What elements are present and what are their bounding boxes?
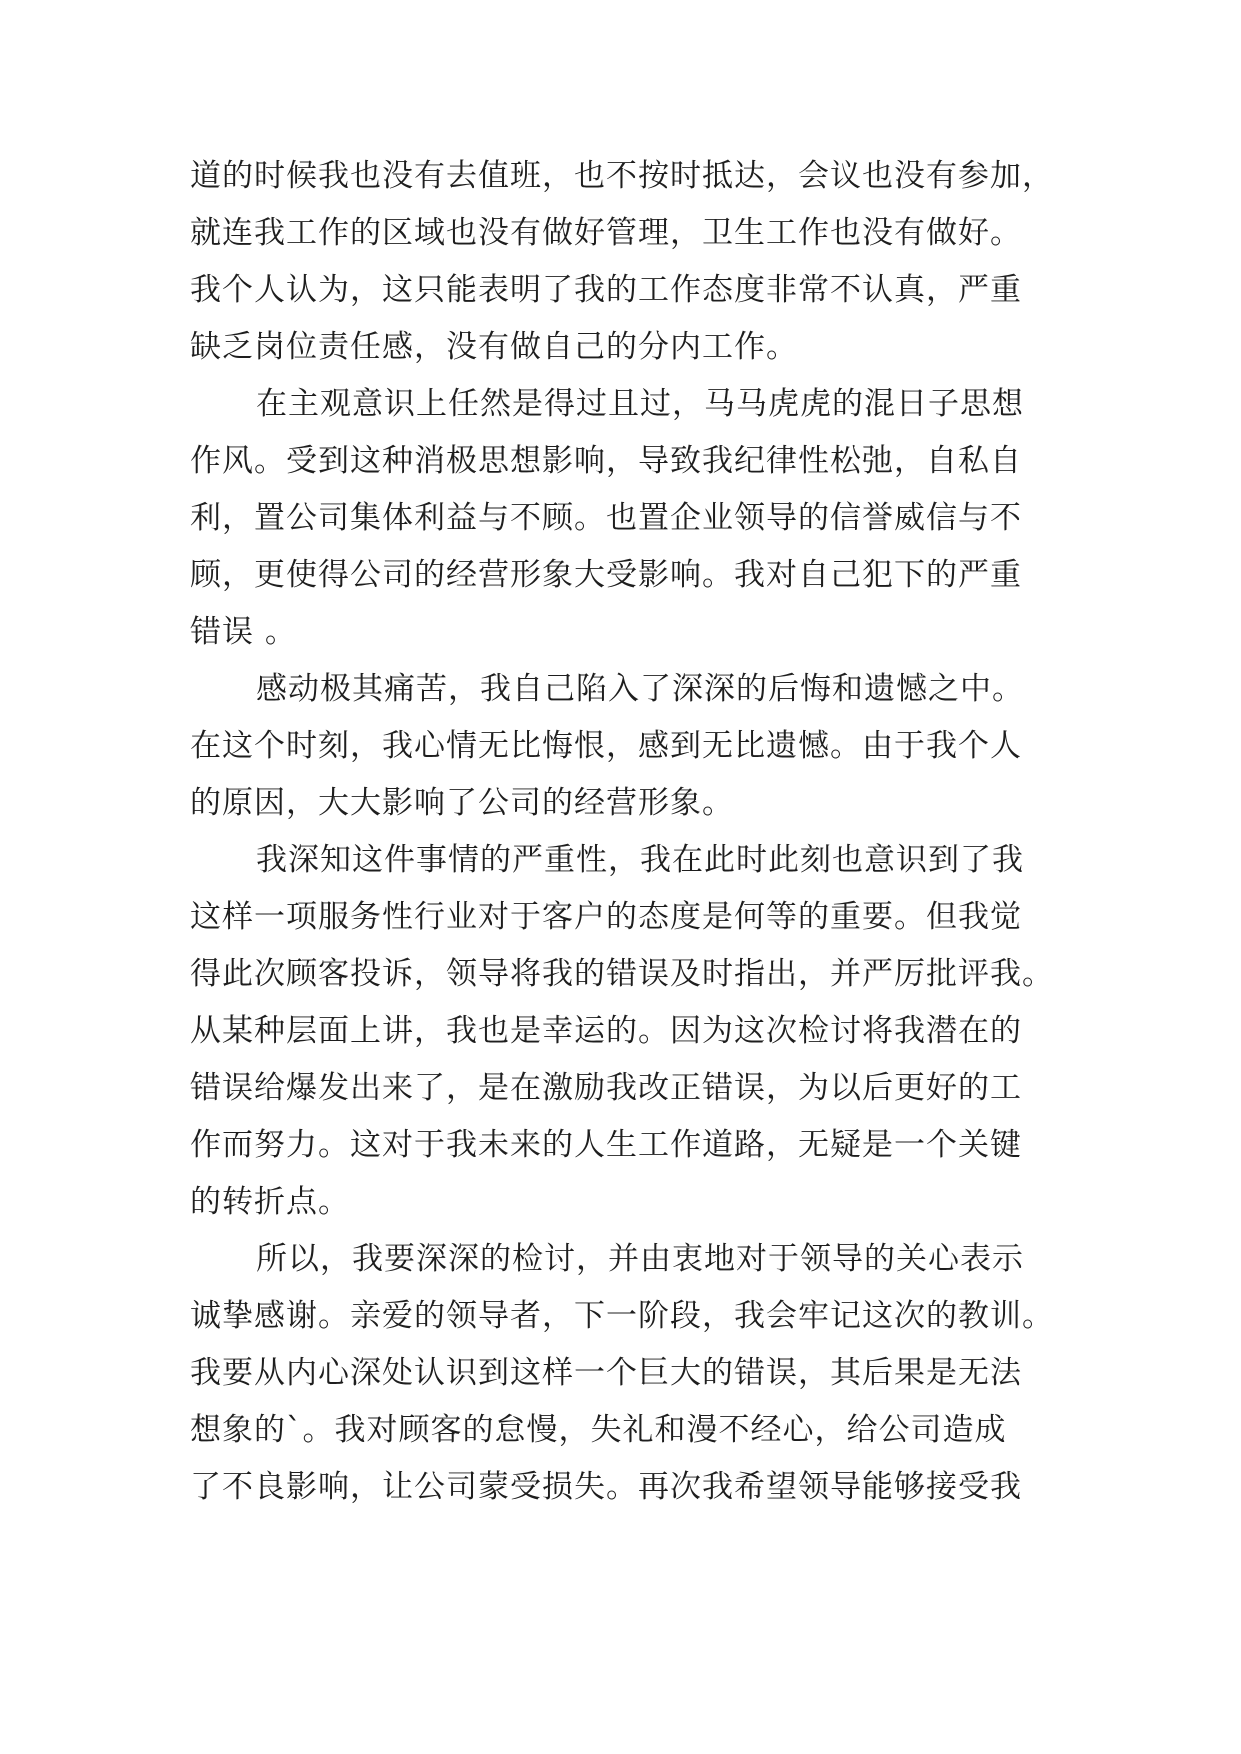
text-line: 的原因，大大影响了公司的经营形象。 [190,785,734,821]
text-line: 我要从内心深处认识到这样一个巨大的错误，其后果是无法 [190,1355,1022,1391]
document-body [190,148,1070,1516]
text-line: 道的时候我也没有去值班，也不按时抵达，会议也没有参加， [190,158,1054,194]
text-line: 缺乏岗位责任感，没有做自己的分内工作。 [190,329,798,365]
text-line: 诚挚感谢。亲爱的领导者，下一阶段，我会牢记这次的教训。 [190,1298,1054,1334]
text-line: 就连我工作的区域也没有做好管理，卫生工作也没有做好。 [190,215,1022,251]
paragraph-first-line: 所以，我要深深的检讨，并由衷地对于领导的关心表示 [256,1241,1024,1277]
text-line: 错误给爆发出来了，是在激励我改正错误，为以后更好的工 [190,1070,1022,1106]
paragraph-first-line: 在主观意识上任然是得过且过，马马虎虎的混日子思想 [256,386,1024,422]
text-line: 顾，更使得公司的经营形象大受影响。我对自己犯下的严重 [190,557,1022,593]
text-line: 利，置公司集体利益与不顾。也置企业领导的信誉威信与不 [190,500,1022,536]
text-line: 从某种层面上讲，我也是幸运的。因为这次检讨将我潜在的 [190,1013,1022,1049]
paragraph-first-line: 我深知这件事情的严重性，我在此时此刻也意识到了我 [256,842,1024,878]
text-line: 在这个时刻，我心情无比悔恨，感到无比遗憾。由于我个人 [190,728,1022,764]
paragraph-first-line: 感动极其痛苦，我自己陷入了深深的后悔和遗憾之中。 [256,671,1024,707]
text-line: 了不良影响，让公司蒙受损失。再次我希望领导能够接受我 [190,1469,1022,1505]
text-line: 想象的`。我对顾客的怠慢，失礼和漫不经心，给公司造成 [190,1412,1007,1448]
text-line: 得此次顾客投诉，领导将我的错误及时指出，并严厉批评我。 [190,956,1054,992]
text-line: 的转折点。 [190,1184,350,1220]
text-line: 我个人认为，这只能表明了我的工作态度非常不认真，严重 [190,272,1022,308]
text-line: 作而努力。这对于我未来的人生工作道路，无疑是一个关键 [190,1127,1022,1163]
text-line: 错误 。 [190,614,297,650]
text-line: 作风。受到这种消极思想影响，导致我纪律性松弛，自私自 [190,443,1022,479]
text-line: 这样一项服务性行业对于客户的态度是何等的重要。但我觉 [190,899,1022,935]
